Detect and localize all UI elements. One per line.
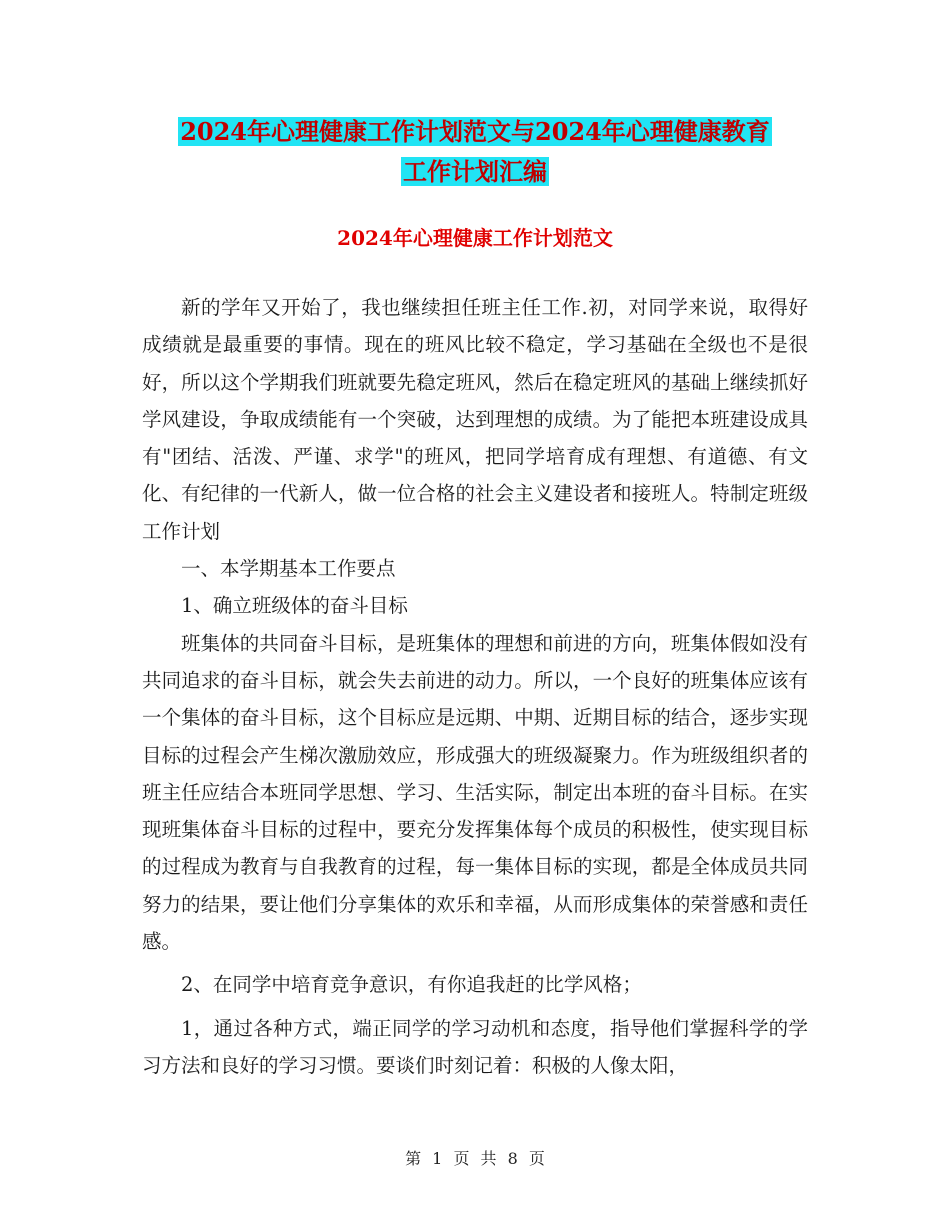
paragraph-item-1: 1，通过各种方式，端正同学的学习动机和态度，指导他们掌握科学的学习方法和良好的学习习惯。要谈们时刻记着：积极的人像太阳， bbox=[142, 1016, 808, 1077]
paragraph-goal: 班集体的共同奋斗目标，是班集体的理想和前进的方向，班集体假如没有共同追求的奋斗目标，就会失去前进的动力。所以，一个良好的班集体应该有一个集体的奋斗目标，这个目标应是远期、中期、近期目标的结合，逐步实现目标的过程会产生梯次激励效应，形成强大的班级凝聚力。作为班级组织者的班主任应结合本班同学思想、学习、生活实际，制定出本班的奋斗目标。在实现班集体奋斗目标的过程中，要充分发挥集体每个成员的积极性，使实现目标的过程成为教育与自我教育的过程，每一集体目标的实现，都是全体成员共同努力的结果，要让他们分享集体的欢乐和幸福，从而形成集体的荣誉感和责任感。 bbox=[142, 631, 808, 954]
section-title: 2024年心理健康工作计划范文 bbox=[337, 226, 613, 250]
paragraph-subheading-2: 2、在同学中培育竞争意识，有你追我赶的比学风格； bbox=[181, 973, 642, 997]
paragraph-subheading-1: 1、确立班级体的奋斗目标 bbox=[181, 594, 408, 618]
paragraph-heading-1: 一、本学期基本工作要点 bbox=[181, 557, 396, 581]
document-title-line-1: 2024年心理健康工作计划范文与2024年心理健康教育 bbox=[180, 117, 770, 146]
document-body bbox=[142, 289, 808, 1084]
document-title-line-2: 工作计划汇编 bbox=[403, 157, 547, 186]
document-title bbox=[140, 112, 810, 192]
paragraph-intro: 新的学年又开始了，我也继续担任班主任工作.初，对同学来说，取得好成绩就是最重要的事情。现在的班风比较不稳定，学习基础在全级也不是很好，所以这个学期我们班就要先稳定班风，然后在稳定班风的基础上继续抓好学风建设，争取成绩能有一个突破，达到理想的成绩。为了能把本班建设成具有"团结、活泼、严谨、求学"的班风，把同学培育成有理想、有道德、有文化、有纪律的一代新人，做一位合格的社会主义建设者和接班人。特制定班级工作计划 bbox=[142, 296, 808, 543]
page-footer: 第 1 页 共 8 页 bbox=[405, 1149, 545, 1168]
